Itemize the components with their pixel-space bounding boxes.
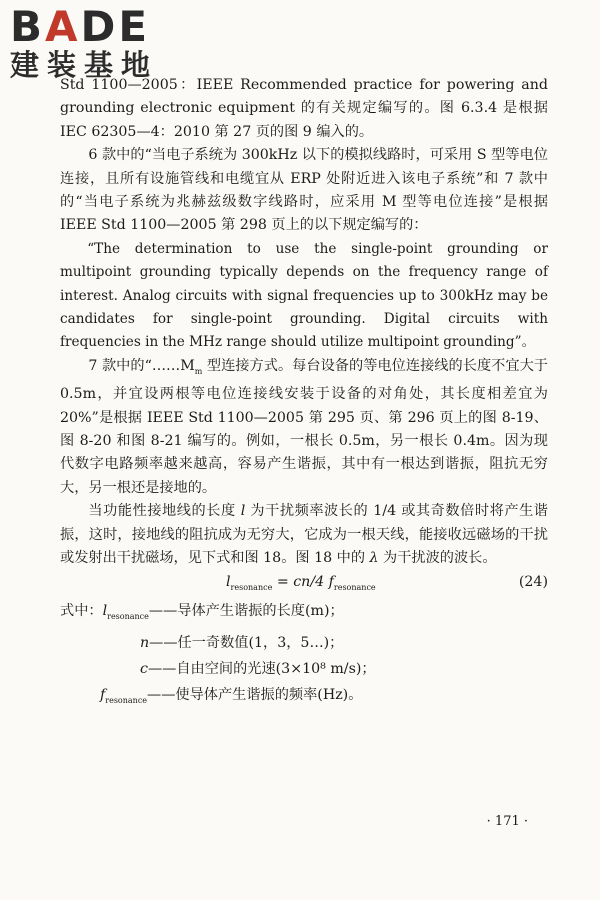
paragraph-4: 7 款中的“$\dots\dots M_m$ 型连接方式。每台设备的等电位连接线的长度不宜大于 0.5m，并宜设两根等电位连接线安装于设备的对角处，其长度相差宜为 20%”是根据 IEEE Std 1100—2005 第 295 页、第 296 页上的图 8-19、图 8-20 和图 8-21 编写的。例如，一根长 0.5m，另一根长 0.4m。因为现代数字电路频率越来越高，容易产生谐振，其中有一根达到谐振，阻抗无穷大，另一根还是接地的。 — [60, 357, 548, 496]
definition-frequency: $f_{resonance}——$使导体产生谐振的频率(Hz)。 — [100, 687, 363, 706]
paragraph-3-english-quote: “The determination to use the single-point grounding or multipoint grounding typically depends on the frequency range of interest. Analog circuits with signal frequencies up to 300kHz may be candidates for single-point grounding. Digital circuits with frequencies in the MHz range should utilize multipoint grounding”。 — [60, 240, 548, 351]
formula-number: (24) — [518, 574, 548, 591]
page-number: · 171 · — [486, 814, 528, 829]
logo-chinese-name: 建装基地 — [10, 48, 159, 82]
resonance-formula — [60, 574, 548, 598]
definition-length: 式中：$l_{resonance}——$导体产生谐振的长度(m)； — [60, 603, 344, 622]
paragraph-1: Std 1100—2005：IEEE Recommended practice for powering and grounding electronic equipment 的有关规定编写的。图 6.3.4 是根据 IEC 62305—4：2010 第 27 页的图 9 编入的。 — [60, 77, 548, 140]
paragraph-2: 6 款中的“当电子系统为 300kHz 以下的模拟线路时，可采用 S 型等电位连接，且所有设施管线和电缆宜从 ERP 处附近进入该电子系统”和 7 款中的“当电子系统为兆赫兹级数字线路时，应采用 M 型等电位连接”是根据 IEEE Std 1100—2005 第 298 页上的以下规定编写的： — [60, 147, 548, 234]
document-body — [60, 74, 548, 714]
paragraph-5: 当功能性接地线的长度 l 为干扰频率波长的 1/4 或其奇数倍时将产生谐振，这时，接地线的阻抗成为无穷大，它成为一根天线，能接收远磁场的干扰或发射出干扰磁场，见下式和图 18。图 18 中的 λ 为干扰波的波长。 — [60, 503, 548, 566]
definition-c: c——自由空间的光速(3×10⁸ m/s)； — [140, 661, 376, 678]
publisher-logo — [10, 4, 175, 90]
formula-expression: $l_{resonance} = cn/4$ $f_{resonance}$ — [226, 574, 376, 593]
definition-n: n——任一奇数值(1，3，5…)； — [140, 635, 344, 652]
logo-wordmark: BADE — [10, 2, 151, 51]
